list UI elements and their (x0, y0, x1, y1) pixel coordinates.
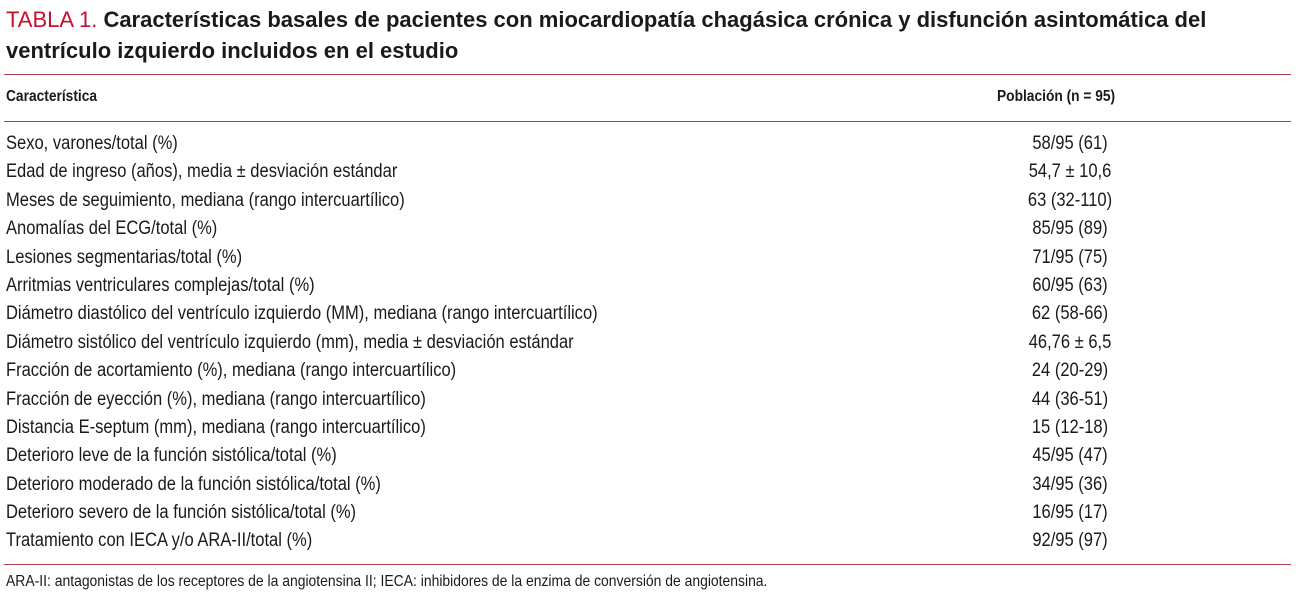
table-row (6, 442, 1292, 470)
table-row (6, 357, 1292, 385)
table-row (6, 215, 1292, 243)
row-value: 60/95 (63) (1032, 274, 1108, 296)
row-value: 16/95 (17) (1032, 502, 1108, 524)
row-label: Diámetro sistólico del ventrículo izquierdo (mm), media ± desviación estándar (6, 331, 574, 353)
row-value: 92/95 (97) (1032, 530, 1108, 552)
row-label: Anomalías del ECG/total (%) (6, 218, 218, 240)
row-label: Tratamiento con IECA y/o ARA-II/total (%) (6, 530, 313, 552)
table-number: TABLA 1. (6, 7, 98, 32)
row-value: 15 (12-18) (1031, 416, 1109, 438)
column-header-characteristic: Característica (6, 88, 98, 105)
table-row (6, 414, 1292, 442)
table-row (6, 499, 1292, 527)
table-row (6, 386, 1292, 414)
table-row (6, 244, 1292, 272)
table-caption (6, 4, 1292, 66)
table-row (6, 158, 1292, 186)
table-title: Características basales de pacientes con miocardiopatía chagásica crónica y disfunción asintomática del ventrículo izquierdo incluidos en el estudio (6, 7, 1207, 63)
row-value: 85/95 (89) (1032, 218, 1108, 240)
row-label: Edad de ingreso (años), media ± desviación estándar (6, 161, 398, 183)
row-value: 44 (36-51) (1031, 388, 1109, 410)
row-label: Sexo, varones/total (%) (6, 133, 178, 154)
table-row (6, 527, 1292, 555)
table-row (6, 272, 1292, 300)
table-row (6, 471, 1292, 499)
top-rule (4, 74, 1291, 75)
row-label: Diámetro diastólico del ventrículo izquierdo (MM), mediana (rango intercuartílico) (6, 303, 598, 325)
row-value: 24 (20-29) (1031, 360, 1109, 382)
row-value: 62 (58-66) (1031, 303, 1109, 325)
header-rule (4, 121, 1291, 122)
row-label: Distancia E-septum (mm), mediana (rango intercuartílico) (6, 416, 426, 438)
table-row (6, 187, 1292, 215)
table-row (6, 329, 1292, 357)
row-value: 58/95 (61) (1032, 133, 1108, 154)
row-label: Fracción de acortamiento (%), mediana (rango intercuartílico) (6, 360, 457, 382)
row-label: Deterioro leve de la función sistólica/total (%) (6, 445, 337, 467)
row-label: Deterioro severo de la función sistólica/total (%) (6, 502, 357, 524)
column-header-population: Población (n = 95) (997, 88, 1116, 105)
bottom-rule (4, 564, 1291, 565)
row-label: Deterioro moderado de la función sistólica/total (%) (6, 473, 381, 495)
table-row (6, 130, 1292, 158)
row-label: Arritmias ventriculares complejas/total (%) (6, 274, 315, 296)
row-value: 45/95 (47) (1032, 445, 1108, 467)
row-label: Meses de seguimiento, mediana (rango intercuartílico) (6, 189, 405, 211)
row-value: 54,7 ± 10,6 (1028, 161, 1112, 183)
row-label: Fracción de eyección (%), mediana (rango intercuartílico) (6, 388, 426, 410)
table-row (6, 300, 1292, 328)
table-footnote: ARA-II: antagonistas de los receptores de la angiotensina II; IECA: inhibidores de la enzima de conversión de angiotensina. (6, 573, 768, 590)
row-label: Lesiones segmentarias/total (%) (6, 246, 243, 268)
row-value: 71/95 (75) (1032, 246, 1108, 268)
row-value: 34/95 (36) (1032, 473, 1108, 495)
row-value: 63 (32-110) (1027, 189, 1113, 211)
row-value: 46,76 ± 6,5 (1028, 331, 1112, 353)
table-body (6, 130, 1292, 556)
